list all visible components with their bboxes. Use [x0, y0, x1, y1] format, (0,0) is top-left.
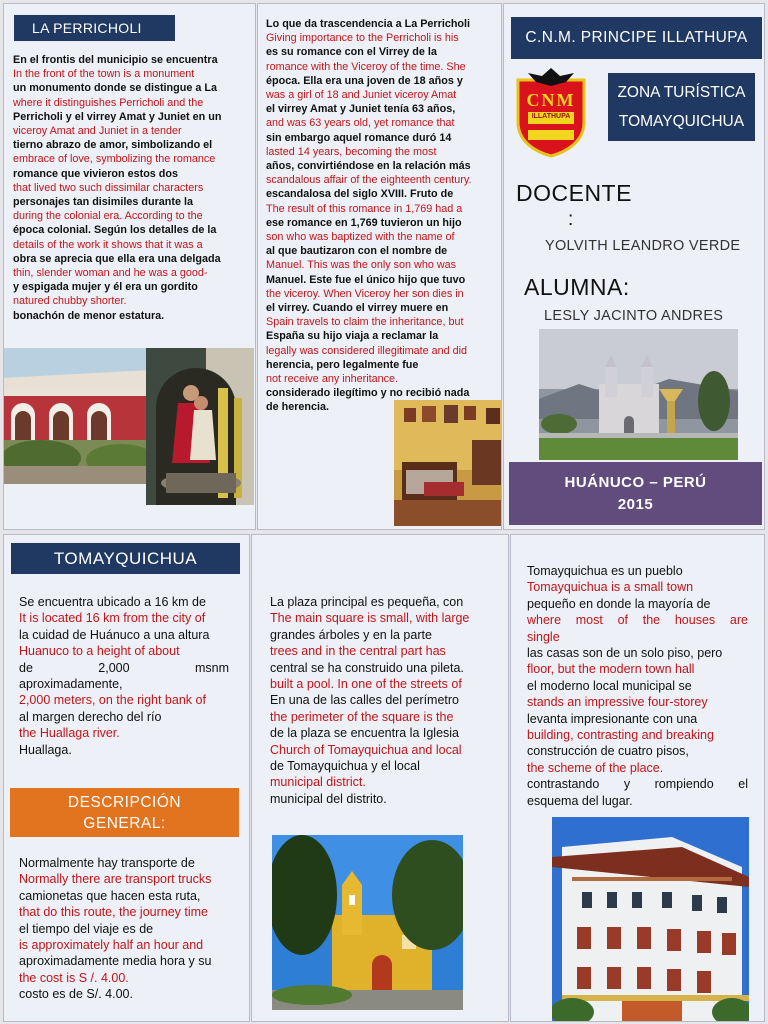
- spanish-line: aproximadamente,: [19, 677, 123, 692]
- english-line: thin, slender woman and he was a good-: [13, 267, 208, 280]
- english-line: romance with the Viceroy of the time. She: [266, 60, 466, 73]
- zone-line-2: TOMAYQUICHUA: [618, 113, 745, 130]
- panel-tomayquichua: [3, 534, 250, 1022]
- spanish-line: de herencia.: [266, 401, 330, 414]
- spanish-line: romance que vivieron estos dos: [13, 167, 179, 180]
- english-line: Huanuco to a height of about: [19, 644, 180, 659]
- spanish-line: municipal del distrito.: [270, 791, 387, 806]
- spanish-line: las casas son de un solo piso, pero: [527, 646, 723, 661]
- spanish-line: de la plaza se encuentra la Iglesia: [270, 726, 460, 741]
- english-line: building, contrasting and breaking: [527, 728, 714, 743]
- spanish-line: central se ha construido una pileta.: [270, 660, 464, 675]
- transport-text: [19, 855, 234, 1003]
- spanish-line: época. Ella era una joven de 18 años y: [266, 74, 463, 87]
- docente-colon: :: [568, 209, 574, 230]
- description-title-box: [10, 788, 239, 837]
- tomayquichua-title: TOMAYQUICHUA: [53, 548, 198, 568]
- school-logo: [514, 66, 588, 158]
- spanish-line: camionetas que hacen esta ruta,: [19, 888, 201, 903]
- spanish-line: En el frontis del municipio se encuentra: [13, 54, 218, 66]
- english-line: Spain travels to claim the inheritance, but: [266, 316, 464, 329]
- spanish-line: Normalmente hay transporte de: [19, 856, 195, 870]
- logo-subtext: ILLATHUPA: [531, 113, 571, 120]
- english-line: stands an impressive four-storey: [527, 695, 708, 710]
- panel-romance: [257, 3, 502, 530]
- alumna-name: LESLY JACINTO ANDRES: [544, 308, 724, 324]
- spanish-line: Perricholi y el virrey Amat y Juniet en un: [13, 110, 222, 123]
- yellow-church-photo: [272, 835, 463, 1010]
- spanish-line: Lo que da trascendencia a La Perricholi: [266, 18, 471, 30]
- english-line: is approximately half an hour and: [19, 938, 204, 953]
- spanish-line: Tomayquichua es un pueblo: [527, 564, 683, 578]
- perricholi-text: [13, 53, 250, 323]
- tomayquichua-title-box: [11, 543, 240, 574]
- english-line: the cost is S /. 4.00.: [19, 970, 129, 985]
- church-plaza-photo: [539, 329, 738, 460]
- english-line: single: [527, 629, 560, 644]
- spanish-line: construcción de cuatro pisos,: [527, 744, 689, 759]
- english-line: where most of the houses are: [527, 613, 748, 628]
- english-line: scandalous affair of the eighteenth century.: [266, 174, 472, 187]
- english-line: son who was baptized with the name of: [266, 231, 455, 244]
- spanish-line: considerado ilegítimo y no recibió nada: [266, 387, 470, 400]
- spanish-line: obra se aprecia que ella era una delgada: [13, 252, 221, 265]
- spanish-line: Manuel. Este fue el único hijo que tuvo: [266, 273, 466, 286]
- town-text: [527, 563, 748, 809]
- perricholi-statue-photo: [146, 348, 254, 505]
- spanish-line: En una de las calles del perímetro: [270, 693, 459, 708]
- spanish-line: época colonial. Según los detalles de la: [13, 224, 217, 237]
- zone-line-1: ZONA TURÍSTICA: [617, 84, 746, 101]
- spanish-line: España su hijo viaja a reclamar la: [266, 330, 439, 343]
- english-line: was a girl of 18 and Juniet viceroy Amat: [266, 89, 457, 102]
- english-line: the scheme of the place.: [527, 760, 664, 775]
- spanish-line: el tiempo del viaje es de: [19, 921, 154, 936]
- place-year-box: [509, 462, 762, 525]
- bedroom-photo: [394, 400, 502, 526]
- spanish-line: el virrey. Cuando el virrey muere en: [266, 302, 449, 315]
- docente-name: YOLVITH LEANDRO VERDE: [545, 238, 741, 254]
- spanish-line: Huallaga.: [19, 742, 72, 757]
- spanish-line: personajes tan disimiles durante la: [13, 196, 194, 209]
- spanish-line: el moderno local municipal se: [527, 678, 692, 693]
- place-line: HUÁNUCO – PERÚ: [564, 474, 707, 491]
- english-line: the Huallaga river.: [19, 726, 120, 741]
- section-title: LA PERRICHOLI: [32, 20, 142, 36]
- english-line: that lived two such dissimilar characters: [13, 181, 204, 194]
- alumna-label: ALUMNA:: [524, 274, 630, 300]
- spanish-line: la cuidad de Huánuco a una altura: [19, 627, 210, 642]
- description-title-line-1: DESCRIPCIÓN: [67, 794, 182, 811]
- english-line: In the front of the town is a monument: [13, 68, 195, 81]
- english-line: floor, but the modern town hall: [527, 662, 695, 677]
- logo-text: CNM: [526, 90, 576, 110]
- english-line: Giving importance to the Perricholi is his: [266, 32, 459, 45]
- spanish-line: levanta impresionante con una: [527, 711, 698, 726]
- spanish-line: al margen derecho del río: [19, 709, 162, 724]
- english-line: lasted 14 years, becoming the most: [266, 145, 437, 158]
- english-line: that do this route, the journey time: [19, 905, 208, 920]
- panel-plaza: [251, 534, 509, 1022]
- plaza-text: [270, 594, 500, 807]
- spanish-line: sin embargo aquel romance duró 14: [266, 131, 452, 144]
- english-line: embrace of love, symbolizing the romance: [13, 153, 216, 166]
- spanish-line: es su romance con el Virrey de la: [266, 46, 437, 59]
- spanish-line: tierno abrazo de amor, simbolizando el: [13, 139, 213, 152]
- location-text: [19, 594, 229, 758]
- spanish-line: Se encuentra ubicado a 16 km de: [19, 595, 206, 609]
- section-title-box: [14, 15, 175, 41]
- spanish-line: bonachón de menor estatura.: [13, 309, 165, 322]
- english-line: built a pool. In one of the streets of: [270, 677, 462, 692]
- english-line: Manuel. This was the only son who was: [266, 259, 457, 272]
- english-line: The main square is small, with large: [270, 611, 470, 626]
- english-line: It is located 16 km from the city of: [19, 611, 206, 626]
- english-line: 2,000 meters, on the right bank of: [19, 693, 206, 708]
- english-line: viceroy Amat and Juniet in a tender: [13, 125, 182, 138]
- spanish-line: al que bautizaron con el nombre de: [266, 245, 448, 258]
- english-line: trees and in the central part has: [270, 644, 446, 659]
- english-line: details of the work it shows that it was a: [13, 238, 203, 251]
- description-title-line-2: GENERAL:: [83, 815, 166, 832]
- spanish-line: años, convirtiéndose en la relación más: [266, 160, 471, 173]
- spanish-line: contrastando y rompiendo el: [527, 777, 748, 792]
- panel-cover: [503, 3, 765, 530]
- panel-la-perricholi: [3, 3, 256, 530]
- english-line: the viceroy. When Viceroy her son dies in: [266, 287, 464, 300]
- english-line: Normally there are transport trucks: [19, 872, 212, 887]
- spanish-line: costo es de S/. 4.00.: [19, 987, 133, 1002]
- year-line: 2015: [617, 496, 654, 513]
- english-line: The result of this romance in 1,769 had a: [266, 202, 463, 215]
- panel-town: [510, 534, 765, 1022]
- spanish-line: de Tomayquichua y el local: [270, 759, 420, 774]
- english-line: during the colonial era. According to the: [13, 210, 203, 223]
- english-line: the perimeter of the square is the: [270, 709, 454, 724]
- town-hall-photo: [3, 348, 151, 484]
- spanish-line: La plaza principal es pequeña, con: [270, 595, 464, 609]
- romance-text: [266, 17, 498, 415]
- spanish-line: grandes árboles y en la parte: [270, 627, 432, 642]
- spanish-line: el virrey Amat y Juniet tenía 63 años,: [266, 103, 456, 116]
- spanish-line: ese romance en 1,769 tuvieron un hijo: [266, 216, 462, 229]
- spanish-line: aproximadamente media hora y su: [19, 954, 212, 969]
- spanish-line: de 2,000 msnm: [19, 660, 229, 675]
- docente-label: DOCENTE: [516, 180, 632, 206]
- spanish-line: esquema del lugar.: [527, 793, 633, 808]
- school-name: C.N.M. PRINCIPE ILLATHUPA: [525, 29, 748, 46]
- spanish-line: pequeño en donde la mayoría de: [527, 596, 711, 611]
- english-line: not receive any inheritance.: [266, 373, 399, 386]
- spanish-line: escandalosa del siglo XVIII. Fruto de: [266, 188, 454, 201]
- english-line: legally was considered illegitimate and did: [266, 344, 468, 357]
- school-name-box: [511, 17, 762, 59]
- spanish-line: herencia, pero legalmente fue: [266, 358, 419, 371]
- english-line: where it distinguishes Perricholi and the: [13, 96, 204, 109]
- spanish-line: y espigada mujer y él era un gordito: [13, 281, 198, 294]
- zone-box: [608, 73, 755, 141]
- english-line: natured chubby shorter.: [13, 295, 127, 308]
- spanish-line: un monumento donde se distingue a La: [13, 82, 217, 95]
- english-line: and was 63 years old, yet romance that: [266, 117, 455, 130]
- english-line: Church of Tomayquichua and local: [270, 742, 462, 757]
- english-line: municipal district.: [270, 775, 366, 790]
- municipal-building-photo: [552, 817, 749, 1022]
- english-line: Tomayquichua is a small town: [527, 580, 694, 595]
